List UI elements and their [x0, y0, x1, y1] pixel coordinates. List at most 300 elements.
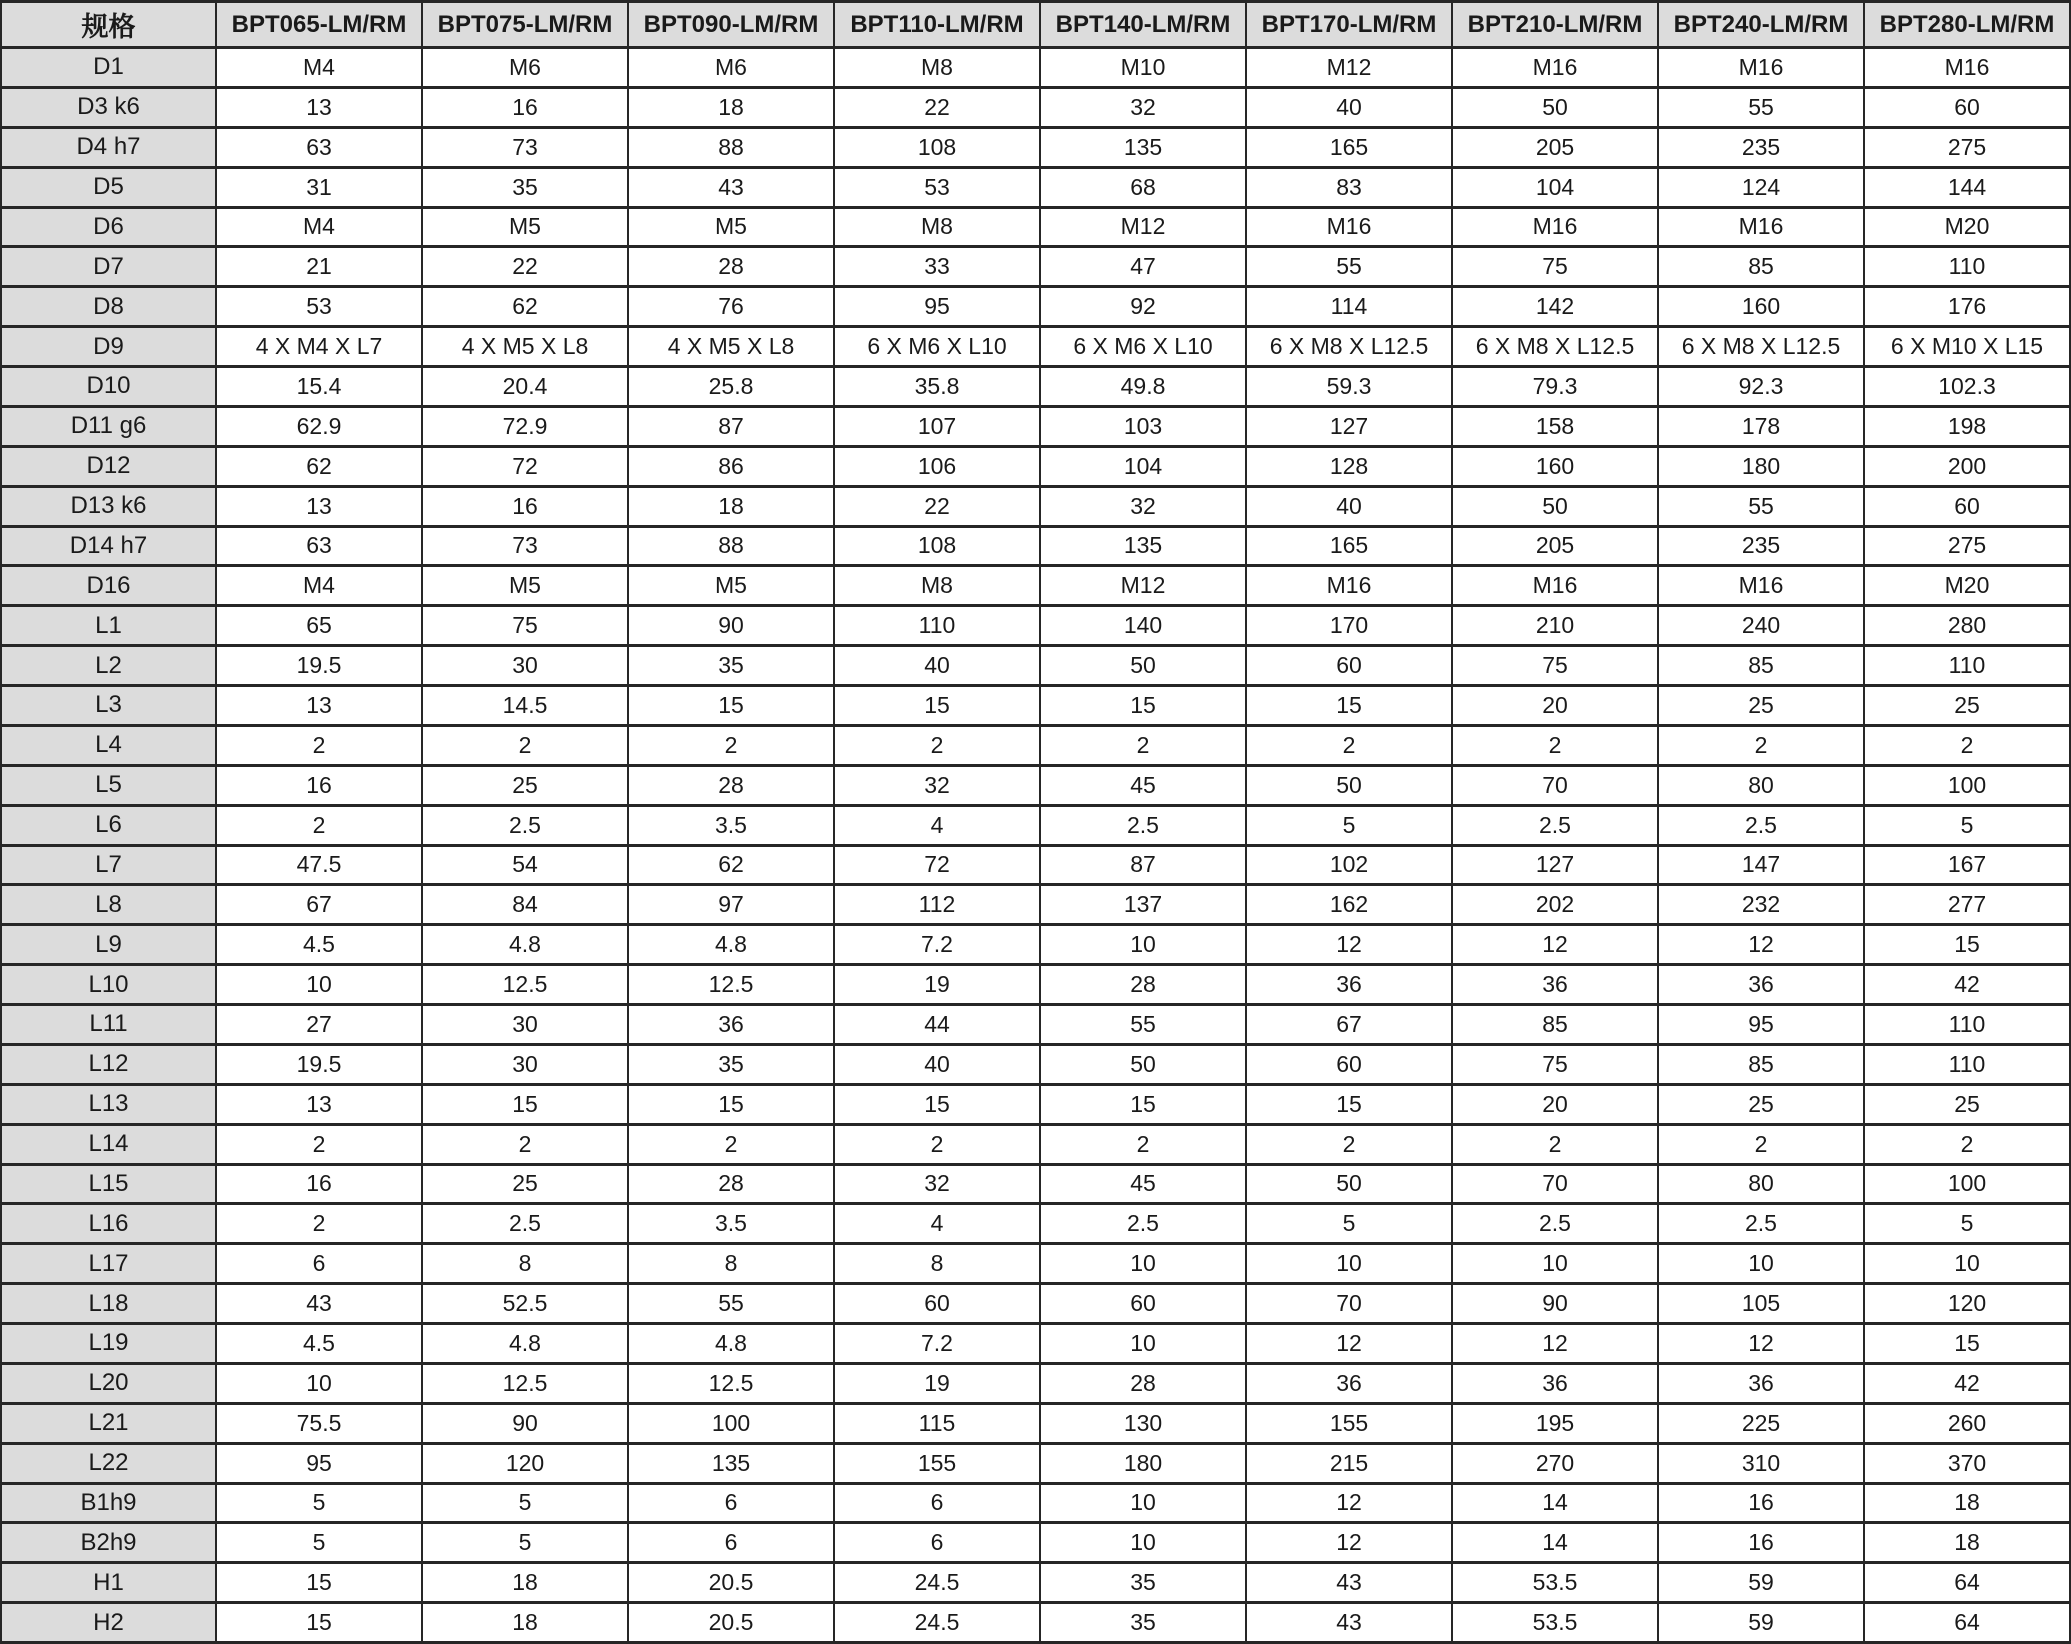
value-cell: 43 [628, 167, 834, 207]
value-cell: 50 [1040, 1044, 1246, 1084]
value-cell: 5 [1864, 1204, 2070, 1244]
value-cell: 55 [1040, 1005, 1246, 1045]
value-cell: 2 [216, 1204, 422, 1244]
value-cell: 67 [1246, 1005, 1452, 1045]
value-cell: 235 [1658, 127, 1864, 167]
model-column-header: BPT140-LM/RM [1040, 2, 1246, 48]
value-cell: 4.5 [216, 925, 422, 965]
value-cell: 6 X M6 X L10 [834, 327, 1040, 367]
value-cell: 10 [1452, 1244, 1658, 1284]
value-cell: 135 [1040, 127, 1246, 167]
value-cell: 86 [628, 446, 834, 486]
value-cell: 280 [1864, 606, 2070, 646]
value-cell: 5 [422, 1523, 628, 1563]
value-cell: 2 [422, 1124, 628, 1164]
table-row [1, 1164, 2070, 1204]
table-row [1, 1403, 2070, 1443]
value-cell: 5 [422, 1483, 628, 1523]
value-cell: 95 [834, 287, 1040, 327]
value-cell: M16 [1658, 566, 1864, 606]
value-cell: M16 [1864, 48, 2070, 88]
value-cell: 36 [1452, 1363, 1658, 1403]
value-cell: 10 [1658, 1244, 1864, 1284]
value-cell: 22 [834, 486, 1040, 526]
value-cell: M16 [1658, 48, 1864, 88]
value-cell: 108 [834, 127, 1040, 167]
value-cell: 10 [1040, 1483, 1246, 1523]
value-cell: 6 X M10 X L15 [1864, 327, 2070, 367]
table-row [1, 965, 2070, 1005]
value-cell: 102.3 [1864, 367, 2070, 407]
value-cell: 27 [216, 1005, 422, 1045]
value-cell: 180 [1658, 446, 1864, 486]
table-row [1, 167, 2070, 207]
value-cell: 40 [834, 1044, 1040, 1084]
value-cell: 120 [1864, 1284, 2070, 1324]
value-cell: 104 [1452, 167, 1658, 207]
value-cell: 50 [1246, 1164, 1452, 1204]
value-cell: 20.5 [628, 1563, 834, 1603]
value-cell: 16 [216, 1164, 422, 1204]
value-cell: M5 [422, 207, 628, 247]
value-cell: 8 [628, 1244, 834, 1284]
value-cell: 167 [1864, 845, 2070, 885]
value-cell: 12.5 [628, 1363, 834, 1403]
value-cell: 59 [1658, 1563, 1864, 1603]
value-cell: M16 [1452, 566, 1658, 606]
value-cell: M16 [1452, 207, 1658, 247]
value-cell: 45 [1040, 1164, 1246, 1204]
value-cell: 50 [1452, 486, 1658, 526]
value-cell: 202 [1452, 885, 1658, 925]
value-cell: 43 [216, 1284, 422, 1324]
model-column-header: BPT090-LM/RM [628, 2, 834, 48]
model-column-header: BPT240-LM/RM [1658, 2, 1864, 48]
value-cell: 16 [1658, 1483, 1864, 1523]
value-cell: 15 [1040, 686, 1246, 726]
value-cell: 25 [1658, 686, 1864, 726]
value-cell: 43 [1246, 1563, 1452, 1603]
header-row [1, 2, 2070, 48]
value-cell: 15 [1246, 686, 1452, 726]
value-cell: 12 [1246, 925, 1452, 965]
table-row [1, 1523, 2070, 1563]
value-cell: 16 [422, 486, 628, 526]
value-cell: 36 [628, 1005, 834, 1045]
value-cell: 6 [834, 1523, 1040, 1563]
value-cell: 15 [1040, 1084, 1246, 1124]
value-cell: 115 [834, 1403, 1040, 1443]
value-cell: 5 [216, 1483, 422, 1523]
row-label-cell: L16 [1, 1204, 216, 1244]
value-cell: 370 [1864, 1443, 2070, 1483]
value-cell: 55 [1658, 486, 1864, 526]
value-cell: 2.5 [1452, 1204, 1658, 1244]
value-cell: 15 [1864, 1324, 2070, 1364]
value-cell: 135 [1040, 526, 1246, 566]
value-cell: 65 [216, 606, 422, 646]
value-cell: 3.5 [628, 805, 834, 845]
row-label-cell: L13 [1, 1084, 216, 1124]
value-cell: 16 [422, 87, 628, 127]
value-cell: 55 [1658, 87, 1864, 127]
spec-table-head [1, 2, 2070, 48]
value-cell: M10 [1040, 48, 1246, 88]
value-cell: 178 [1658, 406, 1864, 446]
value-cell: 52.5 [422, 1284, 628, 1324]
value-cell: M5 [422, 566, 628, 606]
table-row [1, 566, 2070, 606]
value-cell: 90 [628, 606, 834, 646]
value-cell: 25 [1864, 686, 2070, 726]
value-cell: 110 [1864, 1044, 2070, 1084]
value-cell: 68 [1040, 167, 1246, 207]
value-cell: 25 [422, 1164, 628, 1204]
value-cell: 4.8 [628, 1324, 834, 1364]
row-label-cell: D13 k6 [1, 486, 216, 526]
value-cell: 47 [1040, 247, 1246, 287]
value-cell: 84 [422, 885, 628, 925]
value-cell: 85 [1658, 247, 1864, 287]
value-cell: 60 [1040, 1284, 1246, 1324]
spec-table-body [1, 48, 2070, 1643]
table-row [1, 247, 2070, 287]
value-cell: 92 [1040, 287, 1246, 327]
row-label-cell: L15 [1, 1164, 216, 1204]
value-cell: 75.5 [216, 1403, 422, 1443]
value-cell: 25 [1658, 1084, 1864, 1124]
row-label-cell: L2 [1, 646, 216, 686]
row-label-cell: D14 h7 [1, 526, 216, 566]
value-cell: 4 X M5 X L8 [628, 327, 834, 367]
value-cell: 92.3 [1658, 367, 1864, 407]
value-cell: M16 [1246, 566, 1452, 606]
value-cell: 60 [1246, 1044, 1452, 1084]
value-cell: 87 [628, 406, 834, 446]
value-cell: 18 [1864, 1483, 2070, 1523]
value-cell: 49.8 [1040, 367, 1246, 407]
value-cell: 21 [216, 247, 422, 287]
value-cell: 40 [834, 646, 1040, 686]
value-cell: 8 [422, 1244, 628, 1284]
value-cell: M12 [1040, 566, 1246, 606]
value-cell: 28 [628, 247, 834, 287]
value-cell: 63 [216, 526, 422, 566]
value-cell: 310 [1658, 1443, 1864, 1483]
value-cell: 76 [628, 287, 834, 327]
table-row [1, 1084, 2070, 1124]
table-row [1, 1284, 2070, 1324]
table-row [1, 606, 2070, 646]
value-cell: 2 [834, 1124, 1040, 1164]
value-cell: 18 [422, 1563, 628, 1603]
value-cell: 7.2 [834, 1324, 1040, 1364]
value-cell: 35 [1040, 1563, 1246, 1603]
value-cell: 87 [1040, 845, 1246, 885]
value-cell: 147 [1658, 845, 1864, 885]
value-cell: 75 [1452, 247, 1658, 287]
value-cell: 180 [1040, 1443, 1246, 1483]
table-row [1, 805, 2070, 845]
value-cell: 270 [1452, 1443, 1658, 1483]
model-column-header: BPT170-LM/RM [1246, 2, 1452, 48]
row-label-cell: H1 [1, 1563, 216, 1603]
value-cell: 19.5 [216, 1044, 422, 1084]
table-row [1, 127, 2070, 167]
row-label-cell: D16 [1, 566, 216, 606]
value-cell: 137 [1040, 885, 1246, 925]
value-cell: 13 [216, 486, 422, 526]
value-cell: 4 [834, 805, 1040, 845]
value-cell: 12 [1452, 1324, 1658, 1364]
value-cell: 30 [422, 1044, 628, 1084]
value-cell: M5 [628, 566, 834, 606]
value-cell: 12.5 [628, 965, 834, 1005]
value-cell: 28 [1040, 1363, 1246, 1403]
row-label-cell: L19 [1, 1324, 216, 1364]
table-row [1, 48, 2070, 88]
table-row [1, 845, 2070, 885]
value-cell: 12 [1452, 925, 1658, 965]
value-cell: 128 [1246, 446, 1452, 486]
value-cell: 20.4 [422, 367, 628, 407]
value-cell: 2 [1658, 725, 1864, 765]
value-cell: 102 [1246, 845, 1452, 885]
value-cell: 165 [1246, 526, 1452, 566]
value-cell: 6 [628, 1523, 834, 1563]
row-label-cell: L7 [1, 845, 216, 885]
value-cell: 277 [1864, 885, 2070, 925]
value-cell: 2.5 [1040, 1204, 1246, 1244]
value-cell: 10 [1040, 1244, 1246, 1284]
table-row [1, 1483, 2070, 1523]
value-cell: 33 [834, 247, 1040, 287]
table-row [1, 885, 2070, 925]
value-cell: 198 [1864, 406, 2070, 446]
value-cell: 40 [1246, 486, 1452, 526]
value-cell: 28 [628, 1164, 834, 1204]
table-row [1, 686, 2070, 726]
row-label-cell: B1h9 [1, 1483, 216, 1523]
model-column-header: BPT075-LM/RM [422, 2, 628, 48]
value-cell: 8 [834, 1244, 1040, 1284]
value-cell: 64 [1864, 1563, 2070, 1603]
row-label-cell: L5 [1, 765, 216, 805]
value-cell: 15 [422, 1084, 628, 1124]
value-cell: 55 [628, 1284, 834, 1324]
row-label-cell: L18 [1, 1284, 216, 1324]
value-cell: 62 [216, 446, 422, 486]
value-cell: 12 [1658, 925, 1864, 965]
value-cell: 62 [422, 287, 628, 327]
value-cell: 25 [422, 765, 628, 805]
value-cell: 6 X M8 X L12.5 [1452, 327, 1658, 367]
value-cell: 127 [1452, 845, 1658, 885]
value-cell: 24.5 [834, 1563, 1040, 1603]
value-cell: M16 [1452, 48, 1658, 88]
row-label-cell: L22 [1, 1443, 216, 1483]
value-cell: 50 [1452, 87, 1658, 127]
row-label-cell: L12 [1, 1044, 216, 1084]
model-column-header: BPT280-LM/RM [1864, 2, 2070, 48]
value-cell: 2 [628, 725, 834, 765]
value-cell: 10 [1040, 1324, 1246, 1364]
value-cell: 2 [1864, 1124, 2070, 1164]
value-cell: M4 [216, 48, 422, 88]
value-cell: 100 [1864, 765, 2070, 805]
value-cell: 83 [1246, 167, 1452, 207]
value-cell: 2 [422, 725, 628, 765]
value-cell: 155 [834, 1443, 1040, 1483]
value-cell: 15 [834, 686, 1040, 726]
value-cell: 20 [1452, 686, 1658, 726]
value-cell: 170 [1246, 606, 1452, 646]
value-cell: M4 [216, 207, 422, 247]
value-cell: 28 [1040, 965, 1246, 1005]
row-label-cell: B2h9 [1, 1523, 216, 1563]
value-cell: 22 [422, 247, 628, 287]
value-cell: 14 [1452, 1483, 1658, 1523]
value-cell: 108 [834, 526, 1040, 566]
value-cell: 200 [1864, 446, 2070, 486]
value-cell: 13 [216, 87, 422, 127]
value-cell: 18 [628, 486, 834, 526]
row-label-cell: D10 [1, 367, 216, 407]
row-label-cell: D1 [1, 48, 216, 88]
value-cell: 19 [834, 1363, 1040, 1403]
value-cell: 28 [628, 765, 834, 805]
value-cell: 15 [834, 1084, 1040, 1124]
value-cell: 20.5 [628, 1603, 834, 1643]
value-cell: 112 [834, 885, 1040, 925]
value-cell: 32 [834, 765, 1040, 805]
table-row [1, 1363, 2070, 1403]
value-cell: 107 [834, 406, 1040, 446]
value-cell: 35.8 [834, 367, 1040, 407]
spec-corner-header: 规格 [1, 2, 216, 48]
table-row [1, 1005, 2070, 1045]
value-cell: 62 [628, 845, 834, 885]
value-cell: 176 [1864, 287, 2070, 327]
value-cell: 62.9 [216, 406, 422, 446]
table-row [1, 1044, 2070, 1084]
value-cell: 165 [1246, 127, 1452, 167]
value-cell: 60 [1864, 87, 2070, 127]
table-row [1, 1124, 2070, 1164]
model-column-header: BPT210-LM/RM [1452, 2, 1658, 48]
value-cell: M4 [216, 566, 422, 606]
value-cell: 10 [216, 965, 422, 1005]
value-cell: 80 [1658, 1164, 1864, 1204]
table-row [1, 406, 2070, 446]
value-cell: 43 [1246, 1603, 1452, 1643]
table-row [1, 287, 2070, 327]
value-cell: 15 [216, 1603, 422, 1643]
value-cell: 142 [1452, 287, 1658, 327]
value-cell: 35 [628, 646, 834, 686]
value-cell: 5 [1864, 805, 2070, 845]
table-row [1, 765, 2070, 805]
value-cell: 130 [1040, 1403, 1246, 1443]
value-cell: 2 [216, 725, 422, 765]
value-cell: 60 [834, 1284, 1040, 1324]
table-row [1, 1324, 2070, 1364]
row-label-cell: D12 [1, 446, 216, 486]
row-label-cell: L10 [1, 965, 216, 1005]
table-row [1, 367, 2070, 407]
value-cell: 162 [1246, 885, 1452, 925]
value-cell: 13 [216, 686, 422, 726]
value-cell: 14 [1452, 1523, 1658, 1563]
value-cell: 110 [1864, 247, 2070, 287]
value-cell: 24.5 [834, 1603, 1040, 1643]
value-cell: 103 [1040, 406, 1246, 446]
value-cell: M20 [1864, 566, 2070, 606]
value-cell: 75 [1452, 1044, 1658, 1084]
value-cell: 44 [834, 1005, 1040, 1045]
value-cell: 275 [1864, 526, 2070, 566]
value-cell: 14.5 [422, 686, 628, 726]
value-cell: 260 [1864, 1403, 2070, 1443]
value-cell: 15.4 [216, 367, 422, 407]
value-cell: 36 [1246, 1363, 1452, 1403]
row-label-cell: D5 [1, 167, 216, 207]
value-cell: 5 [216, 1523, 422, 1563]
value-cell: 2 [628, 1124, 834, 1164]
value-cell: 195 [1452, 1403, 1658, 1443]
value-cell: 59.3 [1246, 367, 1452, 407]
table-row [1, 1563, 2070, 1603]
value-cell: 110 [1864, 1005, 2070, 1045]
value-cell: M20 [1864, 207, 2070, 247]
value-cell: 53 [216, 287, 422, 327]
value-cell: 25 [1864, 1084, 2070, 1124]
value-cell: 124 [1658, 167, 1864, 207]
value-cell: 79.3 [1452, 367, 1658, 407]
value-cell: 240 [1658, 606, 1864, 646]
value-cell: 127 [1246, 406, 1452, 446]
value-cell: M6 [628, 48, 834, 88]
value-cell: 2 [1040, 725, 1246, 765]
value-cell: 72 [422, 446, 628, 486]
value-cell: 160 [1452, 446, 1658, 486]
table-row [1, 446, 2070, 486]
value-cell: 6 X M6 X L10 [1040, 327, 1246, 367]
table-row [1, 486, 2070, 526]
value-cell: M8 [834, 566, 1040, 606]
row-label-cell: L1 [1, 606, 216, 646]
value-cell: 2 [834, 725, 1040, 765]
value-cell: 50 [1246, 765, 1452, 805]
value-cell: 215 [1246, 1443, 1452, 1483]
row-label-cell: L20 [1, 1363, 216, 1403]
value-cell: 22 [834, 87, 1040, 127]
value-cell: 59 [1658, 1603, 1864, 1643]
value-cell: 205 [1452, 526, 1658, 566]
value-cell: 2.5 [1658, 805, 1864, 845]
table-row [1, 925, 2070, 965]
row-label-cell: L3 [1, 686, 216, 726]
value-cell: 95 [216, 1443, 422, 1483]
value-cell: M12 [1246, 48, 1452, 88]
value-cell: 4.8 [628, 925, 834, 965]
value-cell: 140 [1040, 606, 1246, 646]
value-cell: 60 [1864, 486, 2070, 526]
value-cell: 275 [1864, 127, 2070, 167]
row-label-cell: L11 [1, 1005, 216, 1045]
value-cell: 85 [1658, 646, 1864, 686]
value-cell: 36 [1246, 965, 1452, 1005]
